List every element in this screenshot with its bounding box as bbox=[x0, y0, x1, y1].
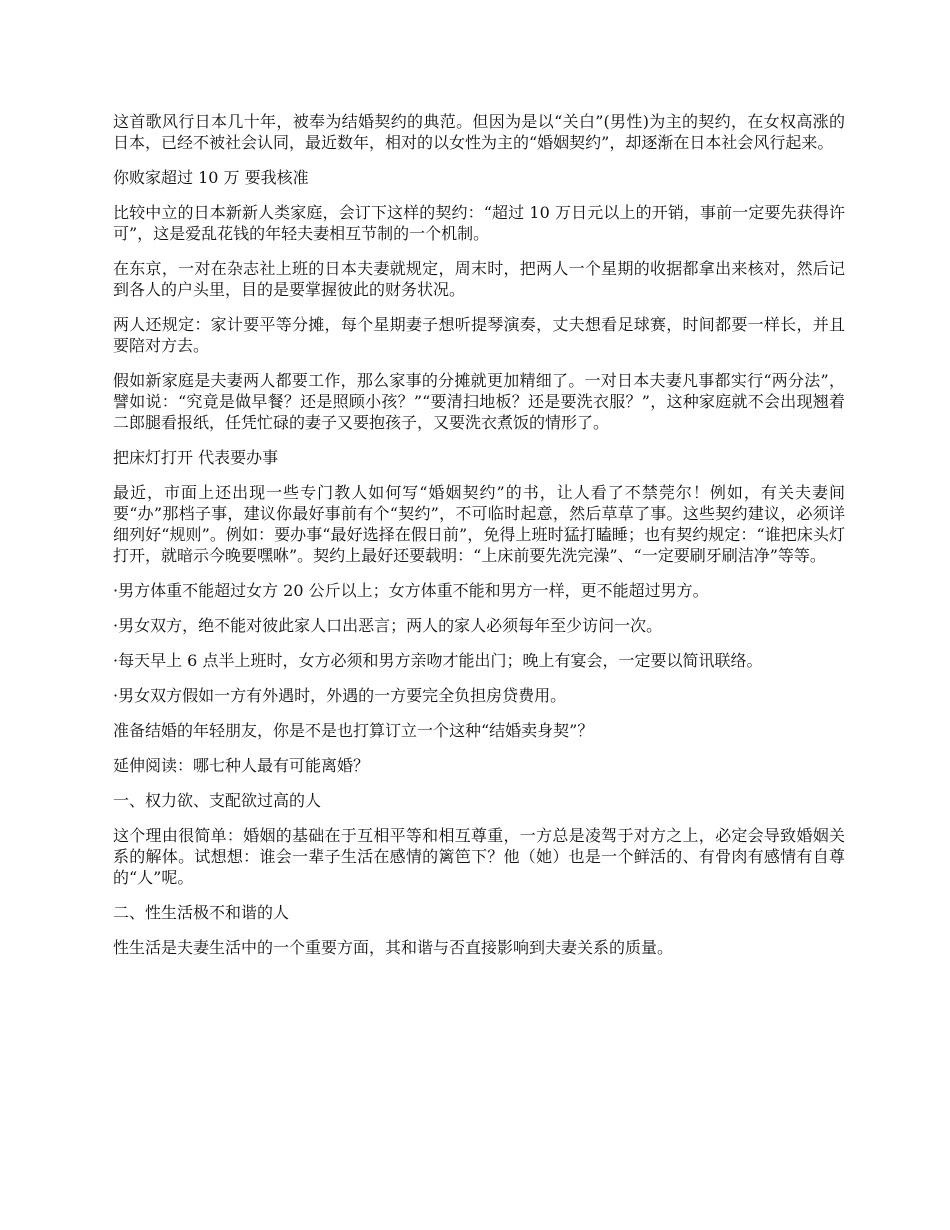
section-heading-spending: 你败家超过 10 万 要我核准 bbox=[113, 168, 309, 187]
paragraph: 在东京，一对在杂志社上班的日本夫妻就规定，周末时，把两人一个星期的收据都拿出来核对，然后记到各人的户头里，目的是要掌握彼此的财务状况。 bbox=[113, 259, 845, 299]
paragraph-intro: 这首歌风行日本几十年，被奉为结婚契约的典范。但因为是以“关白”(男性)为主的契约，在女权高涨的日本，已经不被社会认同，最近数年，相对的以女性为主的“婚姻契约”，却逐渐在日本社会风行起来。 bbox=[113, 112, 845, 152]
paragraph: 最近，市面上还出现一些专门教人如何写“婚姻契约”的书，让人看了不禁莞尔！例如，有关夫妻间要“办”那档子事，建议你最好事前有个“契约”，不可临时起意，然后草草了事。这些契约建议，必须详细列好“规则”。例如：要办事“最好选择在假日前”，免得上班时猛打瞌睡；也有契约规定：“谁把床头灯打开，就暗示今晚要嘿咻”。契约上最好还要载明：“上床前要先洗完澡”、“一定要刷牙刷洁净”等等。 bbox=[113, 483, 845, 565]
section-heading-two: 二、性生活极不和谐的人 bbox=[113, 903, 290, 922]
section-heading-lamp: 把床灯打开 代表要办事 bbox=[113, 448, 279, 467]
paragraph: 准备结婚的年轻朋友，你是不是也打算订立一个这种“结婚卖身契”？ bbox=[113, 721, 594, 740]
paragraph: 这个理由很简单：婚姻的基础在于互相平等和相互尊重，一方总是凌驾于对方之上，必定会导致婚姻关系的解体。试想想：谁会一辈子生活在感情的篱笆下？他（她）也是一个鲜活的、有骨肉有感情有自尊的“人”呢。 bbox=[113, 826, 845, 887]
list-item: ·每天早上 6 点半上班时，女方必须和男方亲吻才能出门；晚上有宴会，一定要以简讯联络。 bbox=[113, 651, 763, 670]
paragraph: 性生活是夫妻生活中的一个重要方面，其和谐与否直接影响到夫妻关系的质量。 bbox=[113, 938, 674, 957]
list-item: ·男女双方，绝不能对彼此家人口出恶言；两人的家人必须每年至少访问一次。 bbox=[113, 616, 663, 635]
section-heading-one: 一、权力欲、支配欲过高的人 bbox=[113, 791, 322, 810]
list-item: ·男方体重不能超过女方 20 公斤以上；女方体重不能和男方一样，更不能超过男方。 bbox=[113, 581, 709, 600]
paragraph: 两人还规定：家计要平等分摊，每个星期妻子想听提琴演奏，丈夫想看足球赛，时间都要一样长，并且要陪对方去。 bbox=[113, 315, 845, 355]
paragraph: 假如新家庭是夫妻两人都要工作，那么家事的分摊就更加精细了。一对日本夫妻凡事都实行“两分法”，譬如说：“究竟是做早餐？还是照顾小孩？”“要清扫地板？还是要洗衣服？”，这种家庭就不会出现翘着二郎腿看报纸，任凭忙碌的妻子又要抱孩子，又要洗衣煮饭的情形了。 bbox=[113, 371, 845, 432]
list-item: ·男女双方假如一方有外遇时，外遇的一方要完全负担房贷费用。 bbox=[113, 686, 567, 705]
paragraph: 比较中立的日本新新人类家庭，会订下这样的契约：“超过 10 万日元以上的开销，事前一定要先获得许可”，这是爱乱花钱的年轻夫妻相互节制的一个机制。 bbox=[113, 203, 845, 243]
further-reading-heading: 延伸阅读：哪七种人最有可能离婚？ bbox=[113, 756, 370, 775]
document-body bbox=[113, 111, 845, 972]
